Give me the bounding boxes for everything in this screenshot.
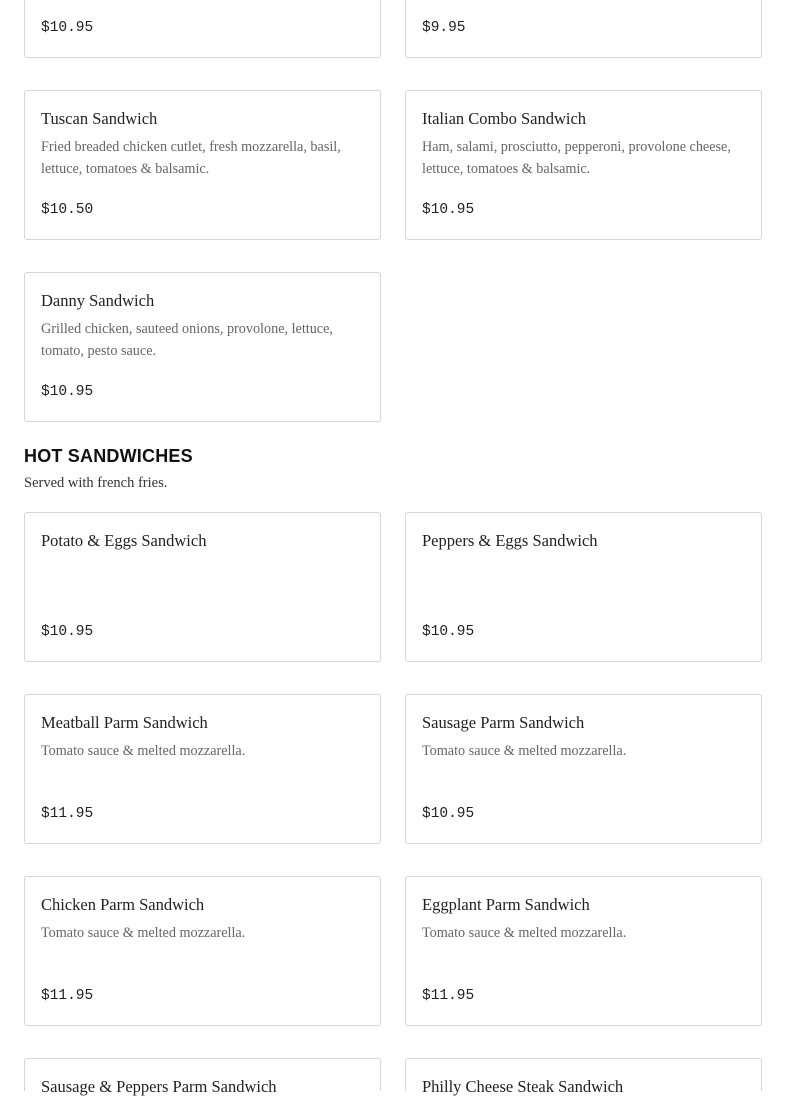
menu-item-card[interactable]	[24, 512, 381, 662]
item-description: Fried breaded chicken cutlet, fresh mozzarella, basil, lettuce, tomatoes & balsamic.	[41, 139, 341, 177]
menu-item-card[interactable]	[405, 0, 762, 58]
item-name: Philly Cheese Steak Sandwich	[422, 1077, 624, 1096]
item-price: $10.50	[41, 202, 94, 218]
item-description: Tomato sauce & melted mozzarella.	[422, 743, 627, 759]
section-title: HOT SANDWICHES	[24, 446, 193, 466]
item-price: $10.95	[41, 384, 94, 400]
item-name: Danny Sandwich	[41, 291, 155, 310]
item-price: $10.95	[422, 202, 475, 218]
menu-item-card[interactable]	[24, 876, 381, 1026]
item-price: $9.95	[422, 20, 466, 36]
menu-item-card[interactable]	[24, 1058, 381, 1096]
item-price: $11.95	[41, 988, 94, 1004]
item-description: Tomato sauce & melted mozzarella.	[41, 925, 246, 941]
item-description: Grilled chicken, sauteed onions, provolone, lettuce, tomato, pesto sauce.	[41, 321, 333, 359]
menu-item-card[interactable]	[24, 0, 381, 58]
item-name: Meatball Parm Sandwich	[41, 713, 208, 732]
item-price: $11.95	[422, 988, 475, 1004]
menu-item-card[interactable]	[405, 1058, 762, 1096]
menu-item-card[interactable]	[24, 694, 381, 844]
menu-item-card[interactable]	[405, 694, 762, 844]
item-name: Potato & Eggs Sandwich	[41, 531, 207, 550]
menu-item-card[interactable]	[24, 90, 381, 240]
section-subtitle: Served with french fries.	[24, 475, 168, 491]
item-name: Eggplant Parm Sandwich	[422, 895, 590, 914]
item-name: Tuscan Sandwich	[41, 109, 158, 128]
menu-item-card[interactable]	[405, 512, 762, 662]
menu-item-card[interactable]	[405, 90, 762, 240]
item-name: Sausage & Peppers Parm Sandwich	[41, 1077, 277, 1096]
item-price: $10.95	[41, 20, 94, 36]
item-price: $10.95	[422, 624, 475, 640]
item-description: Tomato sauce & melted mozzarella.	[41, 743, 246, 759]
item-name: Chicken Parm Sandwich	[41, 895, 205, 914]
item-name: Italian Combo Sandwich	[422, 109, 587, 128]
item-description: Tomato sauce & melted mozzarella.	[422, 925, 627, 941]
item-price: $11.95	[41, 806, 94, 822]
item-price: $10.95	[422, 806, 475, 822]
item-price: $10.95	[41, 624, 94, 640]
item-name: Peppers & Eggs Sandwich	[422, 531, 598, 550]
menu-item-card[interactable]	[405, 876, 762, 1026]
menu-item-card[interactable]	[24, 272, 381, 422]
item-name: Sausage Parm Sandwich	[422, 713, 585, 732]
item-description: Ham, salami, prosciutto, pepperoni, provolone cheese, lettuce, tomatoes & balsamic.	[422, 139, 731, 177]
